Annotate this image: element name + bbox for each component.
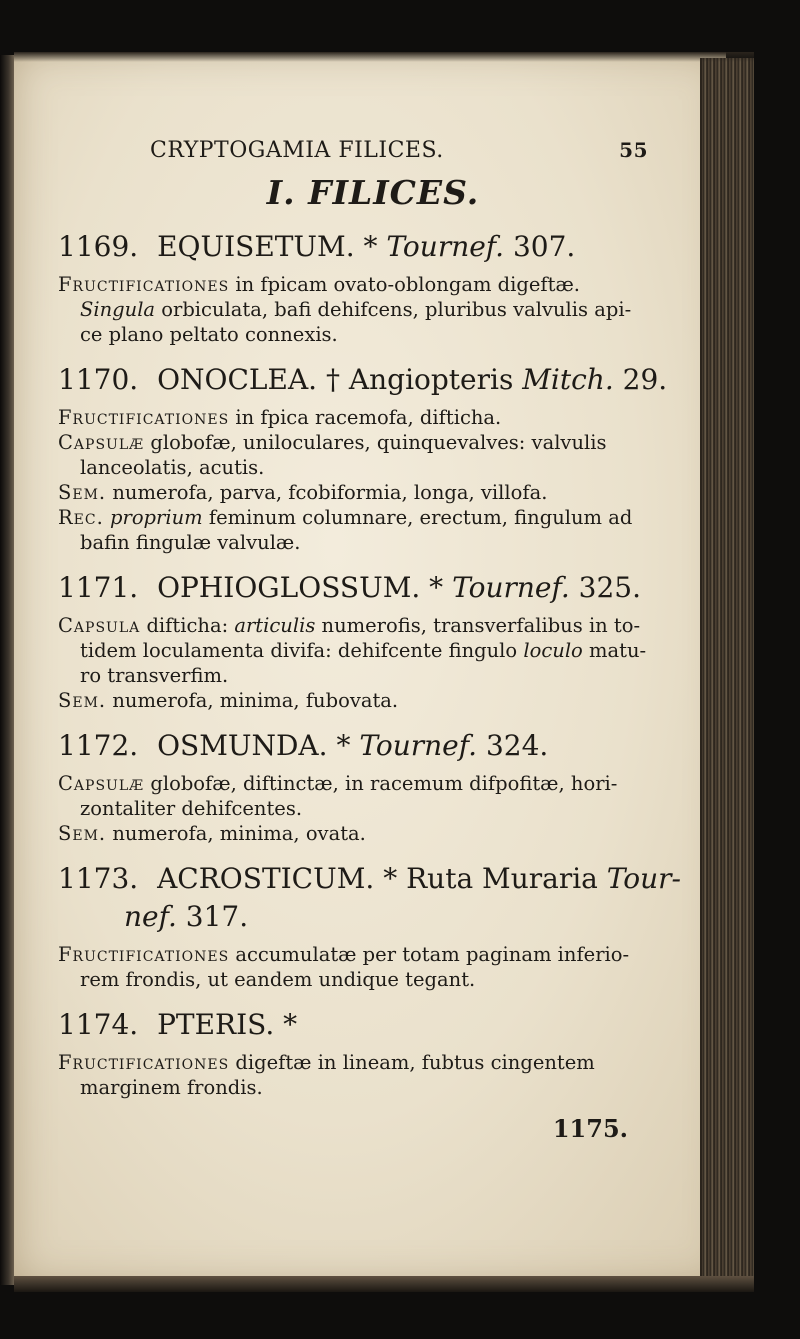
description-paragraph: [58, 613, 658, 688]
paragraph-line: lanceolatis, acutis.: [80, 456, 265, 479]
paragraph-text: globofæ, diftinctæ, in racemum difpofitæ, hori-: [150, 772, 618, 795]
genus-name: ONOCLEA.: [157, 363, 318, 396]
entry-number: 1171.: [58, 571, 139, 604]
paragraph-line: [58, 297, 658, 322]
paragraph-label: Sem.: [58, 481, 107, 504]
paragraph-text: difticha:: [146, 614, 229, 637]
paragraph-label: Rec.: [58, 506, 104, 529]
entry-mark: *: [363, 230, 378, 263]
paragraph-label: Capsulæ: [58, 772, 145, 795]
description-paragraph: [58, 688, 658, 713]
paragraph-line: rem frondis, ut eandem undique tegant.: [80, 968, 476, 991]
genus-name: EQUISETUM.: [157, 230, 355, 263]
reference-page: 317.: [185, 900, 249, 933]
binding-edge: [0, 55, 14, 1285]
entry-number: 1170.: [58, 363, 139, 396]
entry-number: 1172.: [58, 729, 139, 762]
genus-heading: [58, 569, 658, 607]
author-reference: Tournef.: [452, 571, 570, 604]
author-reference: Mitch.: [522, 363, 614, 396]
paragraph-text: orbiculata, bafi dehifcens, pluribus valvulis api-: [161, 298, 632, 321]
synonym-name: Ruta Muraria: [406, 862, 598, 895]
entry-mark: †: [325, 363, 340, 396]
paragraph-label: Fructificationes: [58, 406, 230, 429]
entry-number: 1173.: [58, 862, 139, 895]
entry-mark: *: [336, 729, 351, 762]
paragraph-label: Capsula: [58, 614, 141, 637]
paragraph-label: Fructificationes: [58, 943, 230, 966]
paragraph-text: numerofa, parva, fcobiformia, longa, villofa.: [112, 481, 548, 504]
genus-entry-pteris: [58, 1006, 658, 1100]
description-paragraph: [58, 405, 658, 430]
paragraph-line: ro transverfim.: [80, 664, 229, 687]
author-reference: Tour-: [606, 862, 682, 895]
entry-mark: *: [429, 571, 444, 604]
heading-continuation: [58, 898, 658, 936]
running-head: CRYPTOGAMIA FILICES.: [150, 138, 444, 163]
paragraph-label: Fructificationes: [58, 1051, 230, 1074]
paragraph-line: zontaliter dehifcentes.: [80, 797, 303, 820]
paragraph-text: digeftæ in lineam, fubtus cingentem: [235, 1051, 595, 1074]
entry-mark: *: [383, 862, 398, 895]
author-reference: Tournef.: [386, 230, 505, 263]
paragraph-text: matu-: [589, 639, 647, 662]
synonym-name: Angiopteris: [348, 363, 514, 396]
description-paragraph: [58, 771, 658, 821]
author-reference-cont: nef.: [124, 900, 177, 933]
genus-heading: [58, 860, 682, 936]
paragraph-line: bafin fingulæ valvulæ.: [80, 531, 301, 554]
catchword: 1175.: [552, 1114, 628, 1143]
text-block: [58, 138, 682, 1143]
description-paragraph: [58, 505, 658, 555]
reference-page: 325.: [578, 571, 641, 604]
reference-page: 29.: [622, 363, 668, 396]
paragraph-text: numerofis, transverfalibus in to-: [321, 614, 641, 637]
paragraph-text: globofæ, uniloculares, quinquevalves: valvulis: [150, 431, 607, 454]
genus-name: ACROSTICUM.: [157, 862, 375, 895]
description-paragraph: [58, 480, 658, 505]
bottom-edge: [14, 1276, 754, 1292]
description-paragraph: [58, 430, 658, 480]
italic-word: articulis: [234, 614, 316, 637]
top-shadow: [14, 52, 754, 62]
paragraph-line: marginem frondis.: [80, 1076, 263, 1099]
page-fore-edge: [700, 58, 754, 1286]
italic-word: loculo: [523, 639, 583, 662]
genus-heading: [58, 727, 658, 765]
reference-page: 324.: [485, 729, 549, 762]
entry-number: 1174.: [58, 1008, 139, 1041]
paragraph-label: Sem.: [58, 822, 107, 845]
entry-mark: *: [283, 1008, 298, 1041]
genus-heading: [58, 361, 668, 399]
genus-entry-acrosticum: [58, 860, 682, 992]
paragraph-text: in fpicam ovato-oblongam digeftæ.: [235, 273, 580, 296]
folio-number: 55: [619, 138, 648, 162]
entry-number: 1169.: [58, 230, 139, 263]
paragraph-text: numerofa, minima, ovata.: [112, 822, 366, 845]
description-paragraph: [58, 272, 658, 347]
genus-entry-osmunda: [58, 727, 658, 846]
genus-name: OPHIOGLOSSUM.: [157, 571, 421, 604]
genus-heading: [58, 1006, 658, 1044]
description-paragraph: [58, 942, 658, 992]
genus-name: OSMUNDA.: [157, 729, 328, 762]
description-paragraph: [58, 1050, 658, 1100]
paragraph-label: Fructificationes: [58, 273, 230, 296]
paragraph-label: Capsulæ: [58, 431, 145, 454]
paragraph-text: accumulatæ per totam paginam inferio-: [235, 943, 630, 966]
genus-entry-equisetum: [58, 228, 658, 347]
running-header: [58, 138, 658, 163]
author-reference: Tournef.: [359, 729, 478, 762]
section-title: I. FILICES.: [266, 173, 480, 212]
paragraph-text: feminum columnare, erectum, fingulum ad: [208, 506, 633, 529]
italic-word: proprium: [110, 506, 203, 529]
paragraph-text: numerofa, minima, fubovata.: [112, 689, 399, 712]
paragraph-text: in fpica racemofa, difticha.: [235, 406, 502, 429]
genus-entry-ophioglossum: [58, 569, 658, 713]
genus-entry-onoclea: [58, 361, 668, 555]
paragraph-text: tidem loculamenta divifa: dehifcente fingulo: [80, 639, 518, 662]
genus-name: PTERIS.: [157, 1008, 275, 1041]
paragraph-label: Sem.: [58, 689, 107, 712]
italic-word: Singula: [80, 298, 156, 321]
genus-heading: [58, 228, 658, 266]
reference-page: 307.: [512, 230, 576, 263]
paragraph-line: ce plano peltato connexis.: [80, 323, 338, 346]
paragraph-line: [58, 638, 658, 663]
description-paragraph: [58, 821, 658, 846]
